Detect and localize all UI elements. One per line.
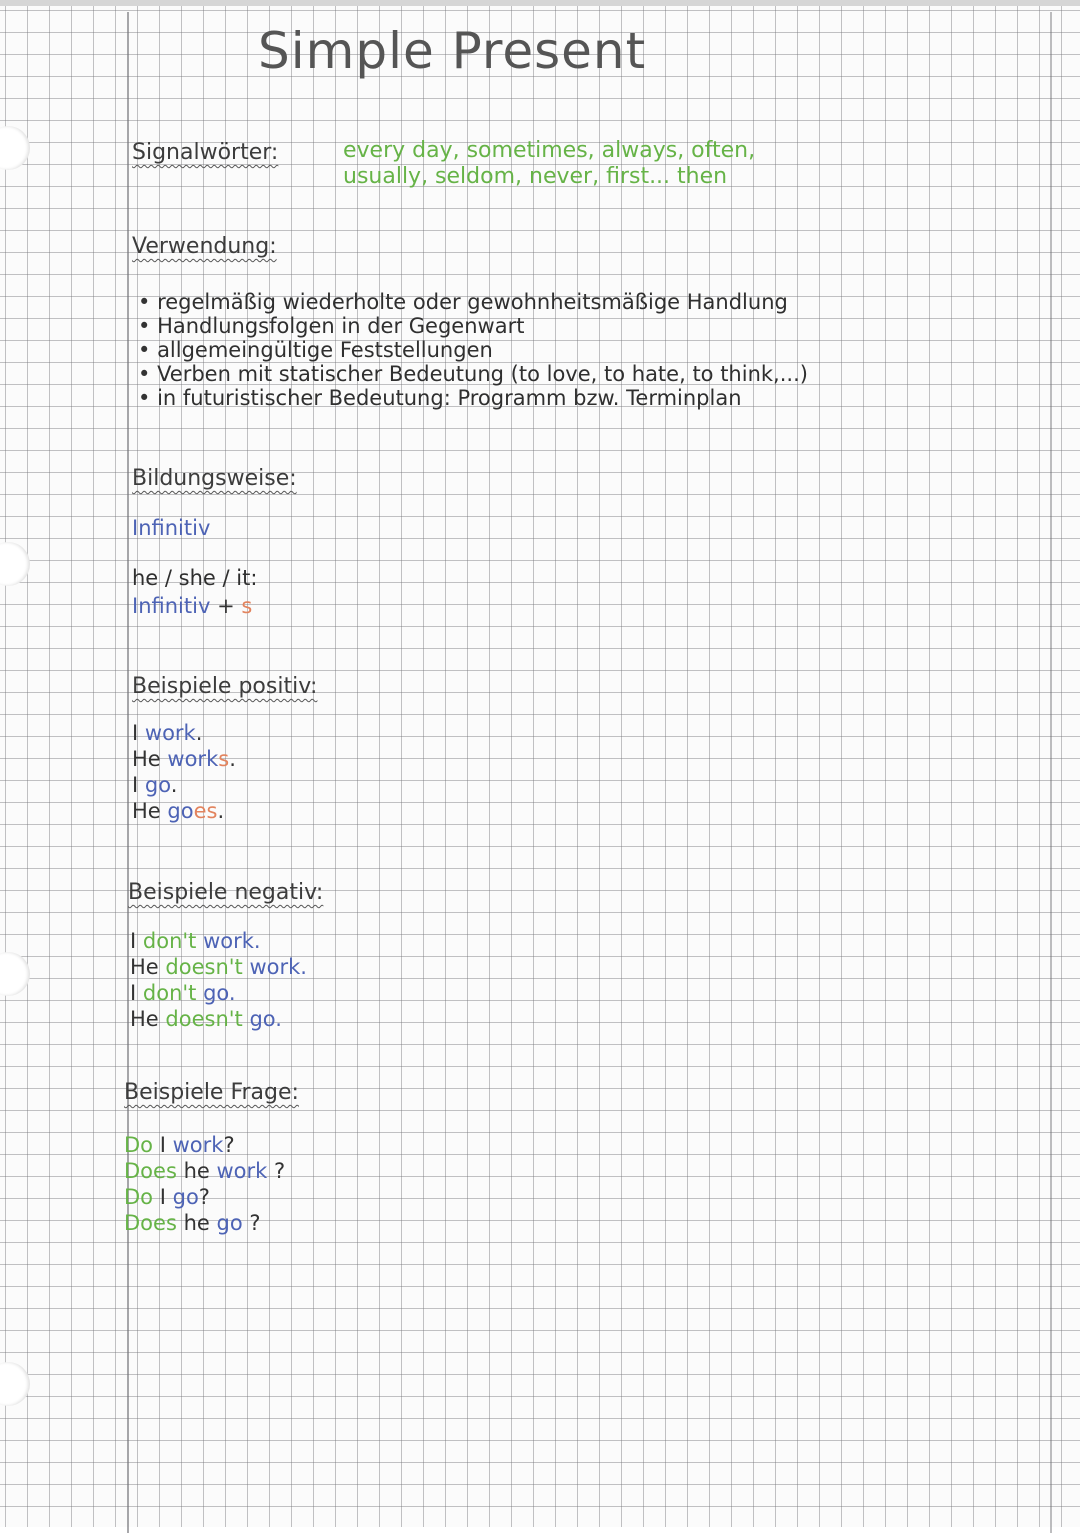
example-period: .: [229, 747, 236, 771]
example-subject: he: [183, 1159, 210, 1183]
example-verb: go: [216, 1211, 243, 1235]
example-auxiliary: Do: [124, 1185, 154, 1209]
usage-item: • allgemeingültige Feststellungen: [138, 338, 808, 362]
example-verb: work: [216, 1159, 268, 1183]
left-margin-line: [127, 12, 129, 1533]
example-verb: go: [144, 773, 171, 797]
signal-words-line-2: usually, seldom, never, first... then: [343, 164, 728, 189]
example-subject: I: [159, 1133, 166, 1157]
example-verb: work.: [203, 929, 261, 953]
example-question-mark: ?: [274, 1159, 286, 1183]
positive-example: [132, 774, 177, 796]
usage-item: • regelmäßig wiederholte oder gewohnheitsmäßige Handlung: [138, 290, 808, 314]
example-subject: I: [132, 721, 139, 745]
example-verb: go.: [203, 981, 236, 1005]
example-auxiliary: Does: [124, 1159, 177, 1183]
example-verb: go: [167, 799, 194, 823]
example-question-mark: ?: [198, 1185, 210, 1209]
example-verb: go: [172, 1185, 199, 1209]
example-question-mark: ?: [249, 1211, 261, 1235]
formation-infinitive: Infinitiv: [132, 516, 211, 540]
example-subject: I: [159, 1185, 166, 1209]
positive-example: [132, 722, 202, 744]
formation-plus: +: [217, 594, 235, 618]
formation-heading: Bildungsweise:: [132, 466, 297, 491]
positive-example: [132, 748, 236, 770]
example-auxiliary: doesn't: [165, 1007, 243, 1031]
example-subject: He: [130, 955, 159, 979]
example-subject: He: [130, 1007, 159, 1031]
example-subject: I: [132, 773, 139, 797]
signal-words-line-1: every day, sometimes, always, often,: [343, 138, 756, 163]
right-margin-line: [1050, 12, 1052, 1533]
question-example: [124, 1186, 210, 1208]
usage-item: • Handlungsfolgen in der Gegenwart: [138, 314, 808, 338]
positive-example: [132, 800, 224, 822]
example-verb: work: [144, 721, 196, 745]
negative-example: [130, 930, 261, 952]
example-ending: s: [218, 747, 230, 771]
formation-suffix: s: [241, 594, 253, 618]
punch-hole-3: [0, 952, 30, 996]
example-subject: He: [132, 799, 161, 823]
punch-hole-1: [0, 126, 30, 170]
formation-pronouns: he / she / it:: [132, 566, 258, 590]
example-auxiliary: doesn't: [165, 955, 243, 979]
punch-hole-4: [0, 1362, 30, 1406]
usage-item: • Verben mit statischer Bedeutung (to love, to hate, to think,...): [138, 362, 808, 386]
negative-example: [130, 1008, 282, 1030]
example-auxiliary: don't: [142, 929, 197, 953]
example-auxiliary: Do: [124, 1133, 154, 1157]
negative-example: [130, 956, 307, 978]
formation-infinitive-2: Infinitiv: [132, 594, 211, 618]
example-auxiliary: Does: [124, 1211, 177, 1235]
example-question-mark: ?: [223, 1133, 235, 1157]
formation-rule: [132, 594, 252, 618]
example-subject: he: [183, 1211, 210, 1235]
example-verb: work: [167, 747, 219, 771]
question-example: [124, 1212, 261, 1234]
negative-example: [130, 982, 236, 1004]
usage-list: [138, 290, 808, 410]
negative-heading: Beispiele negativ:: [128, 880, 324, 905]
example-auxiliary: don't: [142, 981, 197, 1005]
question-example: [124, 1134, 235, 1156]
example-subject: I: [130, 981, 137, 1005]
example-subject: He: [132, 747, 161, 771]
usage-heading: Verwendung:: [132, 234, 277, 259]
signal-heading: Signalwörter:: [132, 140, 279, 165]
example-period: .: [217, 799, 225, 823]
punch-hole-2: [0, 542, 30, 586]
example-period: .: [195, 721, 203, 745]
example-verb: work.: [249, 955, 307, 979]
question-example: [124, 1160, 285, 1182]
example-subject: I: [130, 929, 137, 953]
usage-item: • in futuristischer Bedeutung: Programm bzw. Terminplan: [138, 386, 808, 410]
question-heading: Beispiele Frage:: [124, 1080, 299, 1105]
page-title: Simple Present: [258, 22, 647, 80]
example-ending: es: [193, 799, 218, 823]
example-period: .: [170, 773, 178, 797]
example-verb: work: [172, 1133, 224, 1157]
example-verb: go.: [249, 1007, 282, 1031]
positive-heading: Beispiele positiv:: [132, 674, 318, 699]
